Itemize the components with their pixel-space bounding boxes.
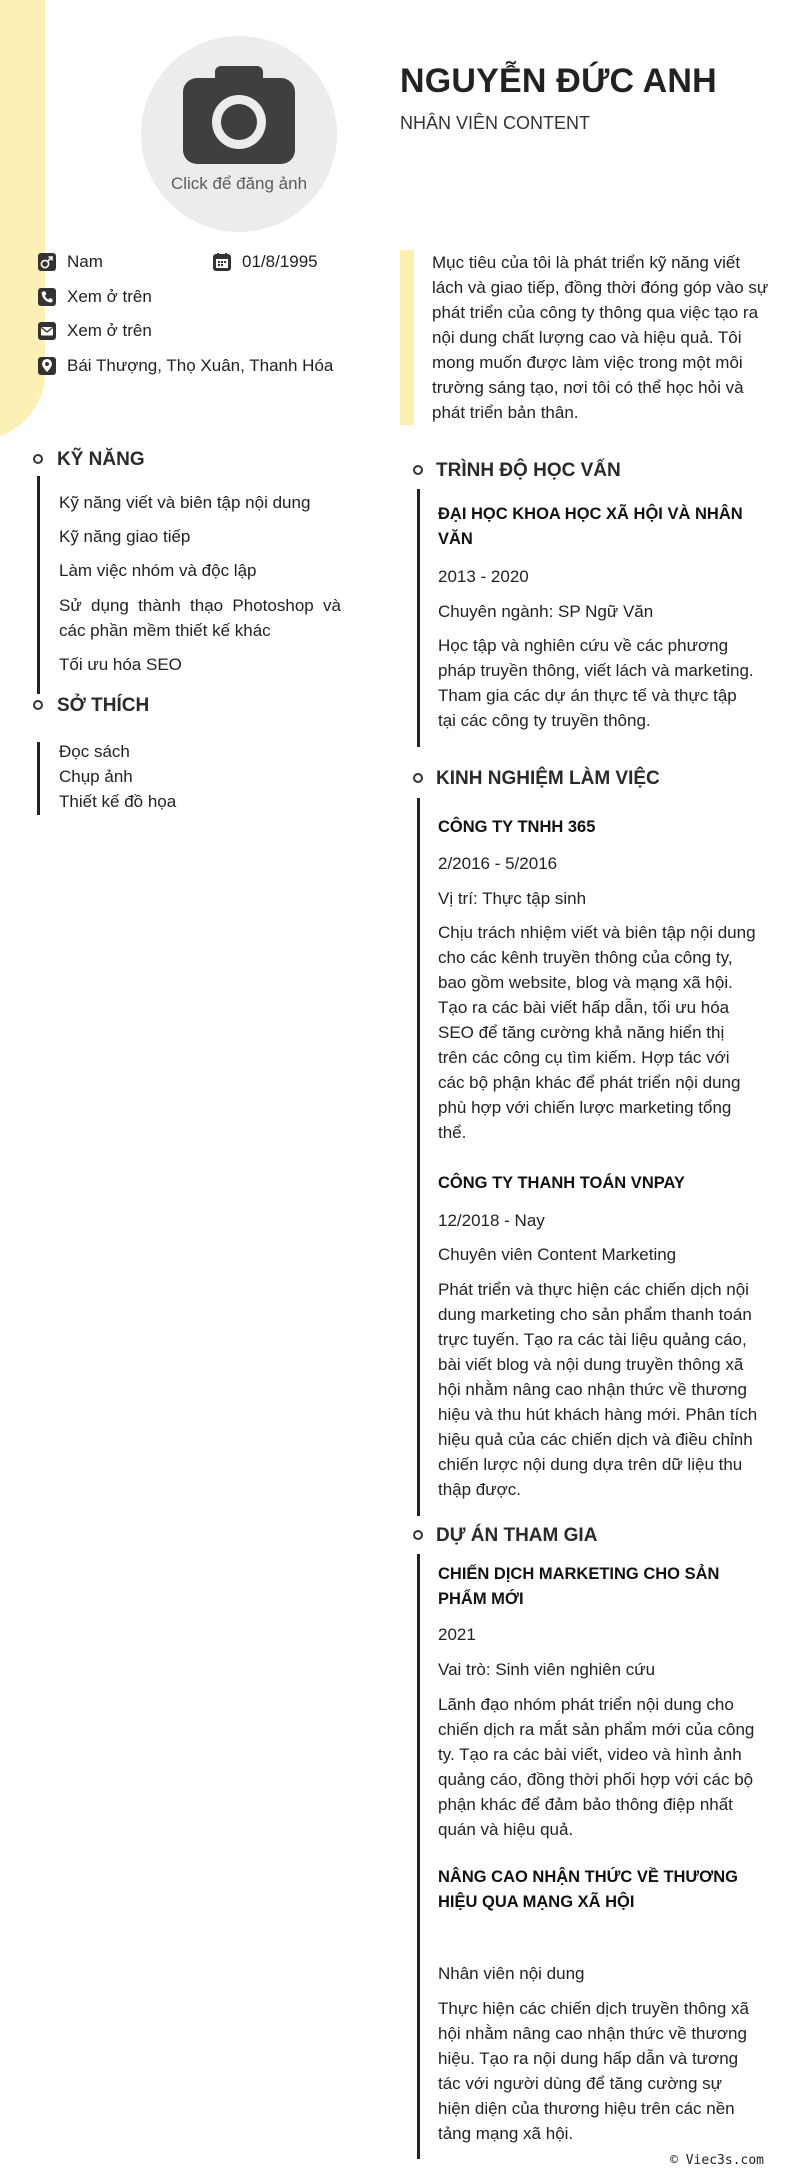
- email-value: Xem ở trên: [67, 321, 152, 340]
- job-period: 2/2016 - 5/2016: [438, 854, 558, 873]
- experience-heading: KINH NGHIỆM LÀM VIỆC: [436, 768, 660, 789]
- photo-upload-caption: Click để đăng ảnh: [170, 174, 308, 193]
- gender-icon: [37, 252, 57, 272]
- section-bullet: [413, 773, 423, 783]
- gender-row: [37, 252, 103, 272]
- location-icon: [37, 356, 57, 376]
- education-heading: TRÌNH ĐỘ HỌC VẤN: [436, 460, 621, 481]
- experience-timeline-line: [417, 798, 420, 1516]
- candidate-title: NHÂN VIÊN CONTENT: [400, 113, 591, 133]
- section-bullet: [33, 700, 43, 710]
- calendar-icon: [212, 252, 232, 272]
- career-objective: Mục tiêu của tôi là phát triển kỹ năng viết lách và giao tiếp, đồng thời đóng góp vào sự phát triển của công ty thông qua việc tạo ra nội dung chất lượng cao và hiệu quả. Tôi mong muốn được làm việc trong một môi trường sáng tạo, nơi tôi có thể học hỏi và phát triển bản thân.: [400, 250, 770, 425]
- mail-icon: [37, 321, 57, 341]
- company-name: CÔNG TY THANH TOÁN VNPAY: [438, 1174, 685, 1192]
- avatar-upload[interactable]: [141, 36, 337, 232]
- projects-heading: DỰ ÁN THAM GIA: [436, 1525, 598, 1546]
- project-year: 2021: [438, 1625, 476, 1644]
- skills-timeline-line: [37, 476, 40, 694]
- education-timeline-line: [417, 489, 420, 747]
- skill-item: Kỹ năng viết và biên tập nội dung: [59, 493, 311, 512]
- skills-heading: KỸ NĂNG: [57, 449, 145, 470]
- job-description: Phát triển và thực hiện các chiến dịch nội dung marketing cho sản phẩm thanh toán trực tuyến. Tạo ra các tài liệu quảng cáo, bài viết blog và nội dung truyền thông xã hội nhằm nâng cao nhận thức về thương hiệu và thu hút khách hàng mới. Phân tích hiệu quả của các chiến dịch và điều chỉnh chiến lược nội dung dựa trên dữ liệu thu thập được.: [438, 1280, 758, 1499]
- phone-value: Xem ở trên: [67, 287, 152, 306]
- education-period: 2013 - 2020: [438, 567, 529, 586]
- birthday-row: [212, 252, 318, 272]
- phone-icon: [37, 287, 57, 307]
- skill-item: Kỹ năng giao tiếp: [59, 527, 191, 546]
- project-description: Thực hiện các chiến dịch truyền thông xã hội nhằm nâng cao nhận thức về thương hiệu. Tạo ra nội dung hấp dẫn và tương tác với người dùng để tăng cường sự hiện diện của thương hiệu trên các nền tảng mạng xã hội.: [438, 1999, 749, 2143]
- skill-item: Làm việc nhóm và độc lập: [59, 561, 257, 580]
- gender-value: Nam: [67, 252, 103, 271]
- projects-timeline-line: [417, 1554, 420, 2159]
- job-period: 12/2018 - Nay: [438, 1211, 545, 1230]
- school-name: ĐẠI HỌC KHOA HỌC XÃ HỘI VÀ NHÂN VĂN: [438, 505, 743, 548]
- address-value: Bái Thượng, Thọ Xuân, Thanh Hóa: [67, 356, 334, 375]
- hobby-item: Thiết kế đồ họa: [59, 792, 177, 811]
- project-description: Lãnh đạo nhóm phát triển nội dung cho chiến dịch ra mắt sản phẩm mới của công ty. Tạo ra các bài viết, video và hình ảnh quảng cáo, đồng thời phối hợp với các bộ phận khác để đảm bảo thông điệp nhất quán và hiệu quả.: [438, 1695, 755, 1839]
- job-position: Chuyên viên Content Marketing: [438, 1245, 677, 1264]
- birthday-value: 01/8/1995: [242, 252, 318, 271]
- hobbies-timeline-line: [37, 742, 40, 815]
- footer-credit: © Viec3s.com: [670, 2153, 764, 2168]
- education-major: Chuyên ngành: SP Ngữ Văn: [438, 602, 654, 621]
- education-description: Học tập và nghiên cứu về các phương pháp truyền thông, viết lách và marketing. Tham gia các dự án thực tế và thực tập tại các công ty truyền thông.: [438, 636, 754, 730]
- candidate-name: NGUYỄN ĐỨC ANH: [400, 62, 717, 100]
- skill-item: Tối ưu hóa SEO: [59, 655, 182, 674]
- job-position: Vị trí: Thực tập sinh: [438, 889, 587, 908]
- address-row: [37, 356, 333, 376]
- project-name: NÂNG CAO NHẬN THỨC VỀ THƯƠNG HIỆU QUA MẠNG XÃ HỘI: [438, 1868, 738, 1911]
- section-bullet: [413, 465, 423, 475]
- phone-row: [37, 287, 152, 307]
- skill-item: Sử dụng thành thạo Photoshop và các phần mềm thiết kế khác: [59, 596, 341, 640]
- project-role: Vai trò: Sinh viên nghiên cứu: [438, 1660, 656, 1679]
- project-name: CHIẾN DỊCH MARKETING CHO SẢN PHẨM MỚI: [438, 1565, 720, 1608]
- hobby-item: Đọc sách: [59, 742, 130, 761]
- section-bullet: [413, 1530, 423, 1540]
- camera-icon: [181, 64, 297, 166]
- section-bullet: [33, 454, 43, 464]
- hobbies-heading: SỞ THÍCH: [57, 695, 150, 716]
- email-row: [37, 321, 152, 341]
- company-name: CÔNG TY TNHH 365: [438, 818, 596, 836]
- project-role: Nhân viên nội dung: [438, 1964, 585, 1983]
- hobby-item: Chụp ảnh: [59, 767, 133, 786]
- job-description: Chịu trách nhiệm viết và biên tập nội dung cho các kênh truyền thông của công ty, bao gồm website, blog và mạng xã hội. Tạo ra các bài viết hấp dẫn, tối ưu hóa SEO để tăng cường khả năng hiển thị trên các công cụ tìm kiếm. Hợp tác với các bộ phận khác để phát triển nội dung phù hợp với chiến lược marketing tổng thể.: [438, 923, 756, 1142]
